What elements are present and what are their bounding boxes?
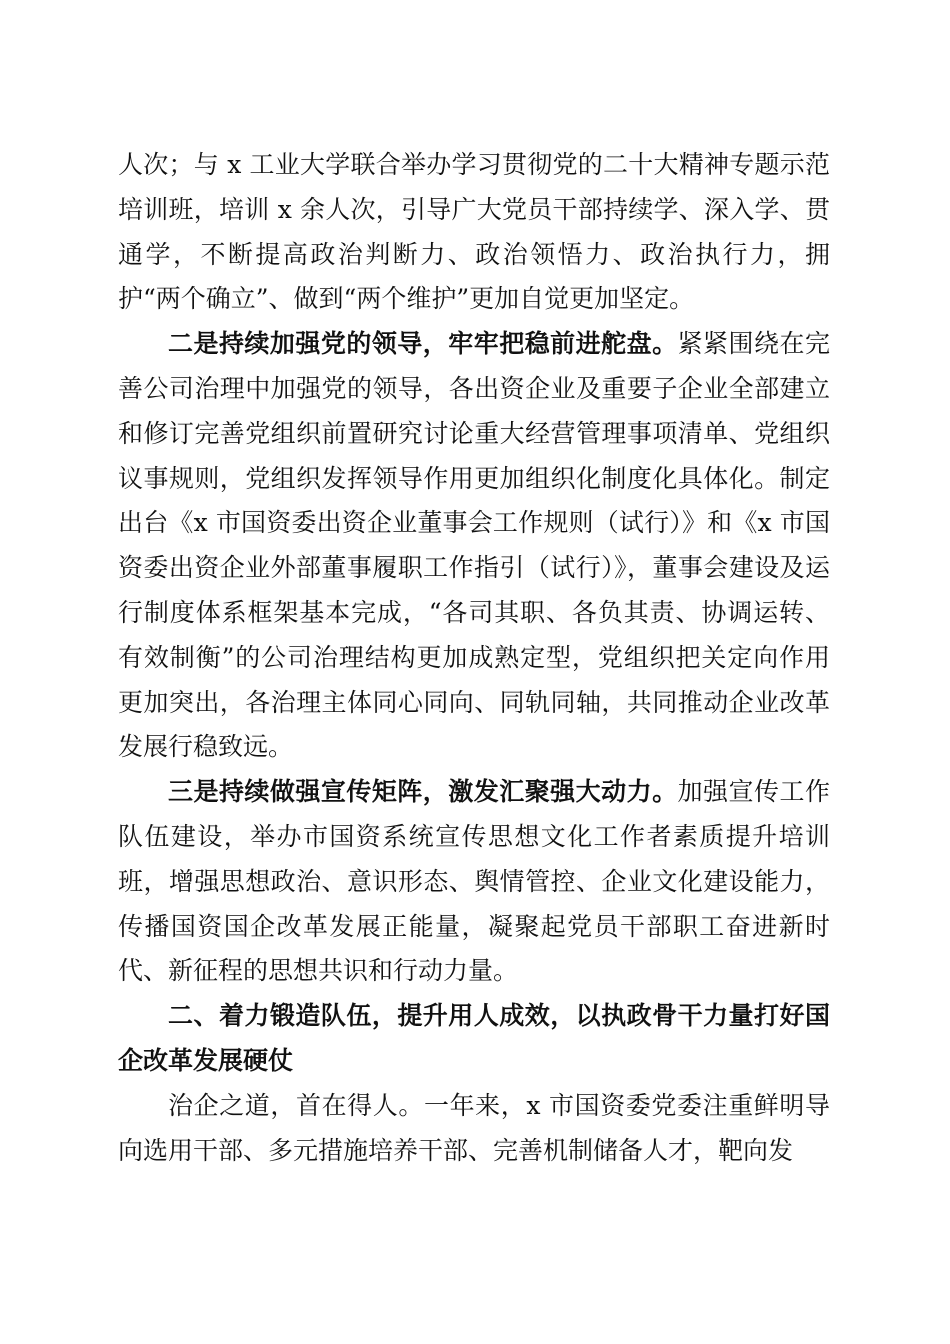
paragraph-text: 治企之道，首在得人。一年来，x 市国资委党委注重鲜明导向选用干部、多元措施培养干部、完善机制储备人才，靶向发 <box>118 1090 830 1165</box>
paragraph-text: 紧紧围绕在完善公司治理中加强党的领导，各出资企业及重要子企业全部建立和修订完善党组织前置研究讨论重大经营管理事项清单、党组织议事规则，党组织发挥领导作用更加组织化制度化具体化。制定出台《x 市国资委出资企业董事会工作规则（试行）》和《x 市国资委出资企业外部董事履职工作指引（试行）》，董事会建设及运行制度体系框架基本完成，“各司其职、各负其责、协调运转、有效制衡”的公司治理结构更加成熟定型，党组织把关定向作用更加突出，各治理主体同心同向、同轨同轴，共同推动企业改革发展行稳致远。 <box>118 329 830 762</box>
paragraph-lead: 三是持续做强宣传矩阵，激发汇聚强大动力。 <box>168 777 678 807</box>
paragraph-text: 加强宣传工作队伍建设，举办市国资系统宣传思想文化工作者素质提升培训班，增强思想政治、意识形态、舆情管控、企业文化建设能力，传播国资国企改革发展正能量，凝聚起党员干部职工奋进新时代、新征程的思想共识和行动力量。 <box>118 777 830 986</box>
paragraph-party-leadership <box>118 322 830 770</box>
paragraph-continuation <box>118 143 830 322</box>
paragraph-publicity <box>118 770 830 994</box>
paragraph-lead: 二是持续加强党的领导，牢牢把稳前进舵盘。 <box>168 329 678 359</box>
paragraph-text: 人次；与 x 工业大学联合举办学习贯彻党的二十大精神专题示范培训班，培训 x 余人次，引导广大党员干部持续学、深入学、贯通学，不断提高政治判断力、政治领悟力、政治执行力，拥护“两个确立”、做到“两个维护”更加自觉更加坚定。 <box>118 150 830 314</box>
paragraph-talent <box>118 1084 830 1174</box>
section-heading: 二、着力锻造队伍，提升用人成效，以执政骨干力量打好国企改革发展硬仗 <box>118 1001 830 1075</box>
document-body <box>118 143 830 1173</box>
